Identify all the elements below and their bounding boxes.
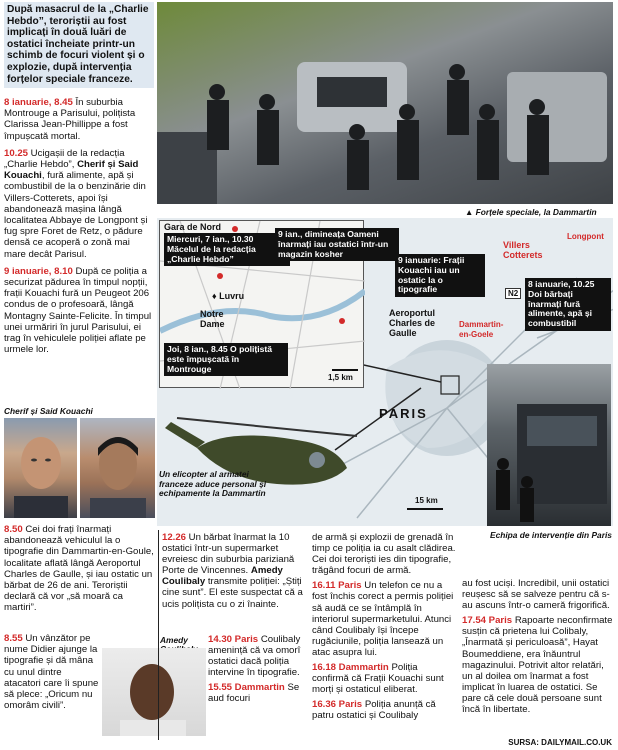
louvre-label-text: Luvru xyxy=(219,291,245,301)
entry-1754: 17.54 Paris Rapoarte neconfirmate susțin că prietena lui Colibaly, „Înarmată și periculoasă”, Hayat Boumeddiene, era înăuntrul magazinului. Potrivit altor relatări, un al doilea om înarmat a fost implicat în luarea de ostatici. Se pare că cele două persoane sunt încă în libertate. xyxy=(462,615,613,716)
intervention-team-photo xyxy=(487,364,611,526)
entry-850: 8.50 Cei doi frați înarmați abandonează vehiculul la o tipografie din Dammartin-en-Goule, localitate aflată lângă Aeroportul Charles de Gaulle, și iau ostatic un bărbat de 26 de ani. Teroriștii declară că vor „să moară ca martiri”. xyxy=(4,524,154,614)
portrait-icon xyxy=(102,648,206,736)
said-kouachi-photo xyxy=(80,418,155,518)
kouachi-caption: Cherif și Said Kouachi xyxy=(4,406,93,416)
entry-1430: 14.30 Paris Coulibaly amenință că va omorî ostatici dacă poliția intervine în tipografie. xyxy=(208,634,301,679)
scale-large-label: 15 km xyxy=(415,496,438,505)
paris-label: PARIS xyxy=(379,406,428,421)
truck-scene-icon xyxy=(487,364,611,526)
entry-1226: 12.26 Un bărbat înarmat la 10 ostatici într-un supermarket evreiesc din suburbia pariziană Porte de Vincennes. Amedy Coulibaly transmite poliției: „Știți cine sunt”. El este suspectat că a ucis polițista cu o zi înainte. xyxy=(162,532,303,610)
coulibaly-photo xyxy=(102,648,206,736)
entry-1618: 16.18 Dammartin Poliția confirmă că Frații Kouachi sunt morți și ostaticul eliberat. xyxy=(312,662,444,696)
villers-label: Villers Cotterets xyxy=(503,240,543,260)
portrait-icon xyxy=(80,418,155,518)
column-c xyxy=(462,578,614,715)
column-divider xyxy=(158,530,159,740)
entry-8ian: 8 ianuarie, 8.45 În suburbia Montrouge a Parisului, polițista Clarissa Jean-Phillippe a fost împușcată mortal. xyxy=(4,97,136,142)
entry-1555: 15.55 Dammartin Se aud focuri xyxy=(208,682,300,705)
photo-caption: ▲ Forțele speciale, la Dammartin xyxy=(465,207,597,217)
coulibaly-caption: Amedy xyxy=(160,635,188,645)
louvre-label: ♦ Luvru xyxy=(212,291,245,301)
callout-tipografie: 9 ianuarie: Frații Kouachi iau un ostatic la o tipografie xyxy=(395,254,485,297)
callout-kosher: 9 ian., dimineața Oameni înarmați iau ostatici într-un magazin kosher xyxy=(275,228,399,261)
special-forces-photo xyxy=(157,2,613,204)
notre-dame-label: Notre Dame xyxy=(200,309,225,329)
map xyxy=(157,218,613,526)
intro-text: După masacrul de la „Charlie Hebdo”, teroriștii au fost implicați în două luări de ostatici încheiate printr-un schimb de focuri violent și o explozie, după intervenția forțelor speciale franceze. xyxy=(4,2,154,88)
entry-1636: 16.36 Paris Poliția anunță că patru ostatici și Coulibaly xyxy=(312,699,436,722)
longpont-label: Longpont xyxy=(567,232,604,241)
entry-9ian: 9 ianuarie, 8.10 După ce poliția a securizat pădurea în timpul nopții, frații Kouachi fură un Peugeot 206 condus de o profesoară, lângă Montagny Sainte-Felicite. În timpul unei urmăriri în jurul Parisului, ei trag în vehiculele poliției aflate pe urmele lor. xyxy=(4,265,152,356)
cherif-kouachi-photo xyxy=(4,418,77,518)
column-a xyxy=(162,532,308,610)
entry-uccisi: au fost uciși. Incredibil, unii ostatici reușesc să se salveze pentru că s-au ascuns într-o cameră frigorifică. xyxy=(462,578,610,612)
airport-label: Aeroportul Charles de Gaulle xyxy=(389,308,436,338)
column-a-lower xyxy=(208,634,308,705)
entry-1611: 16.11 Paris Un telefon ce nu a fost închis corect a permis poliției să audă ce se întâmplă în interiorul supermarketului. Atunci când Coulibaly își începe rugăciunile, poliția lansează un atac asupra lui. xyxy=(312,580,454,658)
intervention-caption: Echipa de intervenție din Paris xyxy=(490,530,612,540)
entry-explosions: de armă și explozii de grenadă în timp ce poliția ia cu asalt clădirea. Cei doi teroriști ies din tipografie, trăgând focuri de armă. xyxy=(312,532,456,577)
photo-scene-icon xyxy=(157,2,613,204)
callout-villers: 8 ianuarie, 10.25 Doi bărbați înarmați fură alimente, apă și combustibil xyxy=(525,278,611,331)
portrait-icon xyxy=(4,418,77,518)
helicopter-caption: Un elicopter al armatei franceze aduce personal și echipamente la Dammartin xyxy=(159,469,267,499)
callout-montrouge: Joi, 8 ian., 8.45 O polițistă este împușcată în Montrouge xyxy=(164,343,288,376)
dammartin-label: Dammartin-en-Goele xyxy=(459,320,504,339)
gara-de-nord-label: Gara de Nord xyxy=(164,222,222,232)
source-credit: SURSA: DAILYMAIL.CO.UK xyxy=(508,738,612,747)
left-column xyxy=(4,97,154,355)
n2-label: N2 xyxy=(505,288,521,299)
scale-bar xyxy=(407,508,443,510)
scale-small-label: 1,5 km xyxy=(328,373,353,382)
photo-caption-text: Forțele speciale, la Dammartin xyxy=(475,207,597,217)
callout-charlie-hebdo: Miercuri, 7 ian., 10.30 Măcelul de la redacția „Charlie Hebdo” xyxy=(164,233,290,266)
entry-855: 8.55 Un vânzător pe nume Didier ajunge la tipografie și dă mâna cu unul dintre atacatori care îi spune să plece: „Oricum nu omorâm civili”. xyxy=(4,633,99,712)
entry-1025: 10.25 Ucigașii de la redacția „Charlie Hebdo”, Cherif și Said Kouachi, fură alimente, apă și combustibil de la o benzinărie din Villers-Cotterets, apoi își abandonează mașina lângă localitatea Abbaye de Longpont și fug spre Foret de Retz, o pădure densă ce acoperă o zonă mai mare decât Parisul. xyxy=(4,147,148,260)
column-b xyxy=(312,532,456,722)
